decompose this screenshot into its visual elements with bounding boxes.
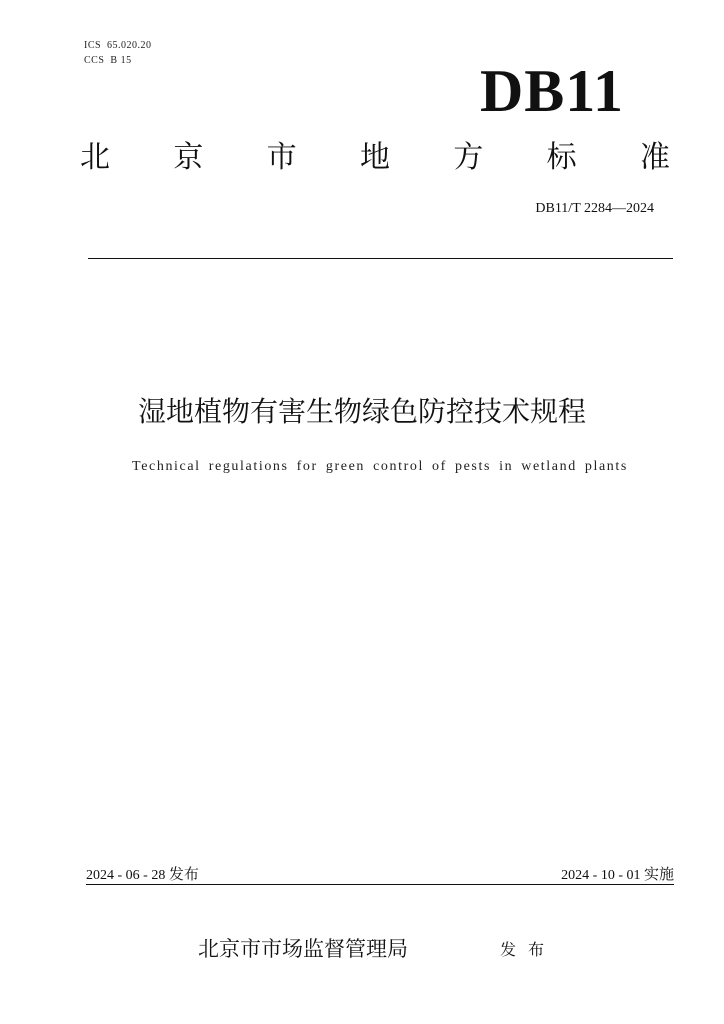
standard-type-char: 京 — [173, 140, 204, 175]
standard-number: DB11/T 2284—2024 — [535, 201, 654, 216]
standard-type-char: 北 — [80, 140, 110, 175]
bottom-divider — [86, 884, 674, 885]
standard-type-char: 方 — [453, 140, 484, 175]
title-english: Technical regulations for green control of pests in wetland plants — [132, 459, 628, 474]
top-divider — [88, 258, 673, 259]
db11-logo: DB11 — [479, 58, 624, 124]
ics-code: ICS 65.020.20 — [84, 40, 152, 51]
standard-type-char: 准 — [639, 140, 670, 175]
implement-date: 2024 - 10 - 01 — [561, 868, 641, 883]
classification-codes — [84, 38, 152, 68]
standard-type-char: 地 — [359, 140, 390, 175]
publish-date: 2024 - 06 - 28 — [86, 868, 166, 883]
implement-label: 实施 — [643, 865, 674, 883]
issuer-label: 发布 — [500, 940, 557, 959]
standard-type-heading — [80, 138, 670, 178]
standard-type-char: 标 — [546, 140, 577, 175]
ccs-code: CCS B 15 — [84, 55, 132, 66]
publish-date-line — [86, 864, 199, 886]
standard-type-char: 市 — [266, 140, 297, 175]
publish-label: 发布 — [168, 865, 199, 883]
title-chinese: 湿地植物有害生物绿色防控技术规程 — [137, 395, 586, 428]
issuer-name: 北京市市场监督管理局 — [198, 937, 408, 961]
implement-date-line — [561, 864, 674, 886]
